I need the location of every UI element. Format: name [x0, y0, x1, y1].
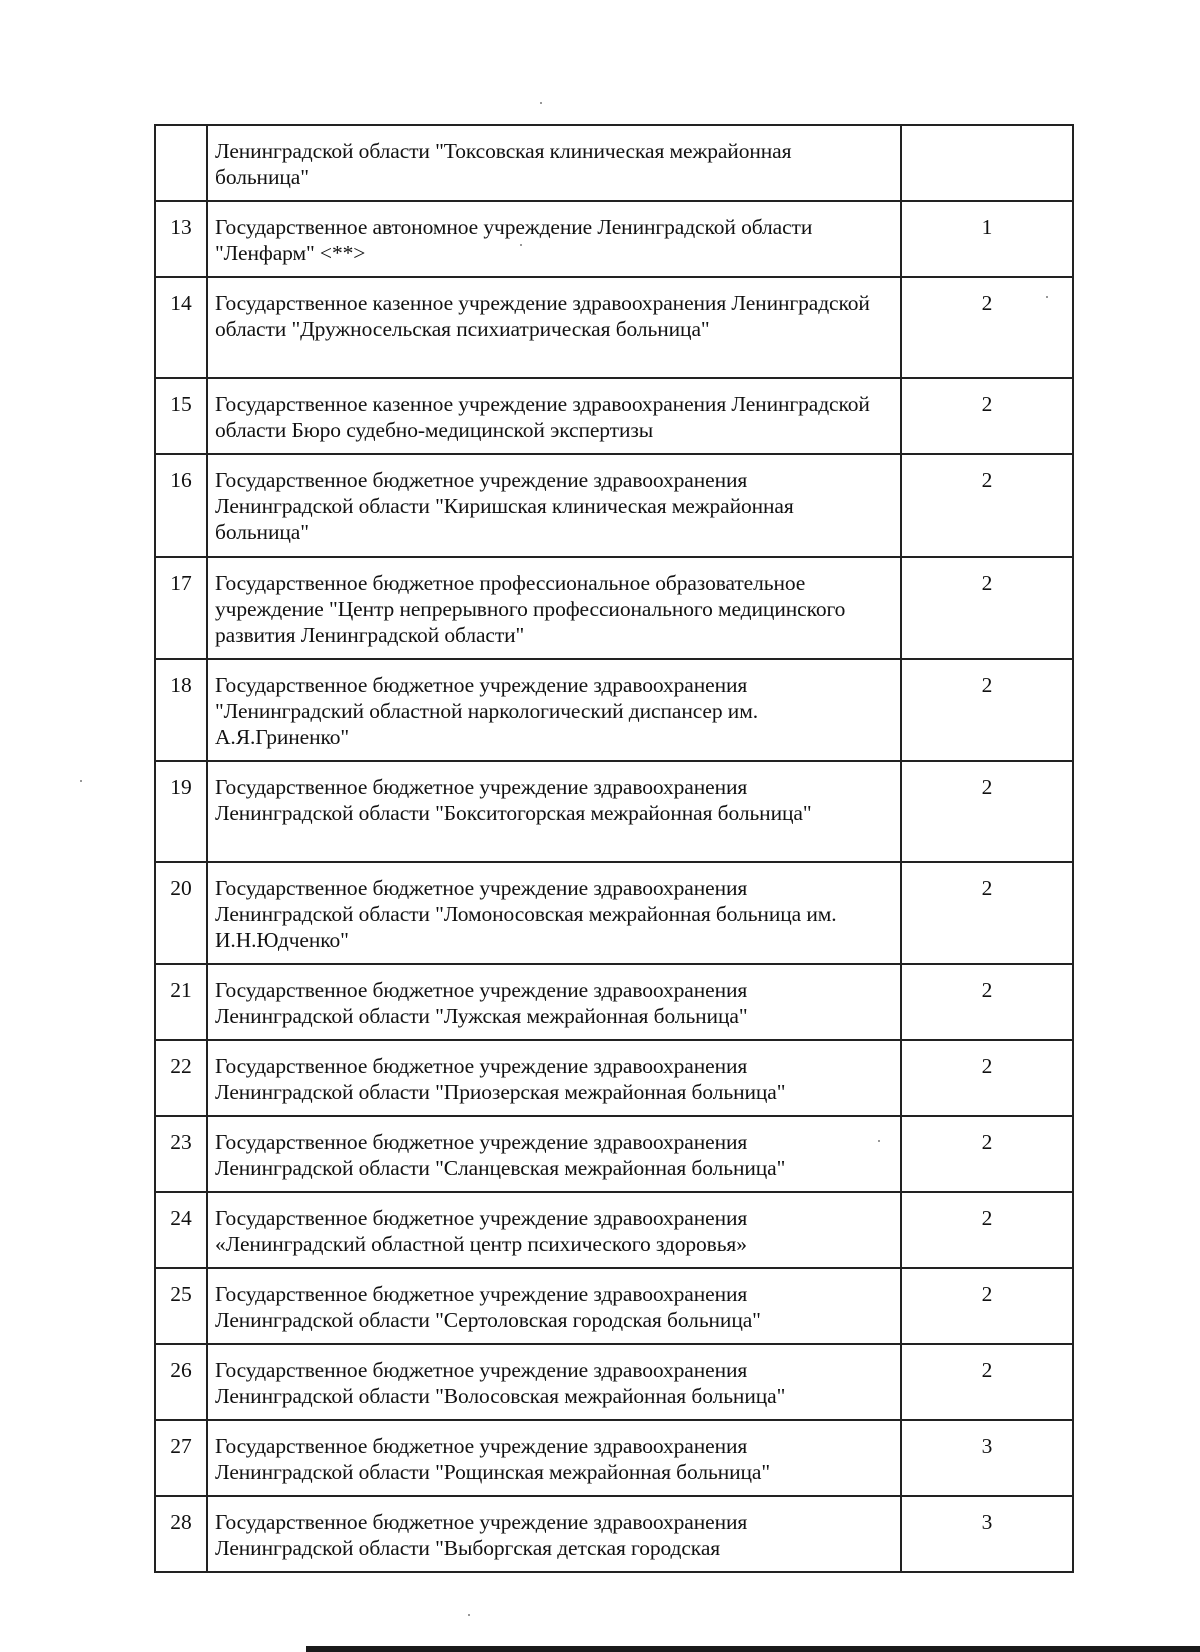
row-number: 14 [155, 277, 207, 378]
table-row [155, 557, 1073, 659]
table-row [155, 1268, 1073, 1344]
table-row [155, 1496, 1073, 1572]
institution-name: Государственное бюджетное учреждение здравоохранения Ленинградской области "Сертоловская городская больница" [207, 1268, 901, 1344]
institution-name: Государственное бюджетное учреждение здравоохранения Ленинградской области "Приозерская межрайонная больница" [207, 1040, 901, 1116]
row-number: 28 [155, 1496, 207, 1572]
category-value: 2 [901, 862, 1073, 964]
row-number: 27 [155, 1420, 207, 1496]
row-number: 21 [155, 964, 207, 1040]
institution-name: Государственное бюджетное учреждение здравоохранения Ленинградской области "Сланцевская межрайонная больница" [207, 1116, 901, 1192]
table-row [155, 1344, 1073, 1420]
row-number: 23 [155, 1116, 207, 1192]
table-row [155, 761, 1073, 862]
row-number: 26 [155, 1344, 207, 1420]
category-value: 2 [901, 378, 1073, 454]
category-value: 2 [901, 1116, 1073, 1192]
institution-name: Государственное автономное учреждение Ленинградской области "Ленфарм" <**> [207, 201, 901, 277]
table-row [155, 378, 1073, 454]
row-number: 15 [155, 378, 207, 454]
row-number: 16 [155, 454, 207, 557]
row-number: 22 [155, 1040, 207, 1116]
table-row [155, 1040, 1073, 1116]
table-row [155, 659, 1073, 761]
scan-speck [1046, 296, 1048, 298]
institution-name: Государственное казенное учреждение здравоохранения Ленинградской области "Дружносельская психиатрическая больница" [207, 277, 901, 378]
institution-name: Ленинградской области "Токсовская клиническая межрайонная больница" [207, 125, 901, 201]
table-row [155, 125, 1073, 201]
institution-name: Государственное бюджетное профессиональное образовательное учреждение "Центр непрерывного профессионального медицинского развития Ленинградской области" [207, 557, 901, 659]
row-number [155, 125, 207, 201]
table-row [155, 201, 1073, 277]
institution-name: Государственное казенное учреждение здравоохранения Ленинградской области Бюро судебно-медицинской экспертизы [207, 378, 901, 454]
table-row [155, 862, 1073, 964]
row-number: 18 [155, 659, 207, 761]
row-number: 20 [155, 862, 207, 964]
institution-name: Государственное бюджетное учреждение здравоохранения Ленинградской области "Киришская клиническая межрайонная больница" [207, 454, 901, 557]
institution-name: Государственное бюджетное учреждение здравоохранения Ленинградской области "Лужская межрайонная больница" [207, 964, 901, 1040]
category-value: 2 [901, 964, 1073, 1040]
table-row [155, 964, 1073, 1040]
category-value: 1 [901, 201, 1073, 277]
institution-name: Государственное бюджетное учреждение здравоохранения Ленинградской области "Рощинская межрайонная больница" [207, 1420, 901, 1496]
table-row [155, 277, 1073, 378]
scan-speck [468, 1614, 470, 1616]
category-value: 2 [901, 1040, 1073, 1116]
table-body [155, 125, 1073, 1572]
institution-name: Государственное бюджетное учреждение здравоохранения "Ленинградский областной наркологический диспансер им. А.Я.Гриненко" [207, 659, 901, 761]
category-value: 3 [901, 1420, 1073, 1496]
institution-name: Государственное бюджетное учреждение здравоохранения Ленинградской области "Бокситогорская межрайонная больница" [207, 761, 901, 862]
row-number: 25 [155, 1268, 207, 1344]
row-number: 17 [155, 557, 207, 659]
institutions-table [154, 124, 1074, 1573]
category-value: 2 [901, 454, 1073, 557]
bottom-edge-bar [306, 1646, 1200, 1652]
table-row [155, 1192, 1073, 1268]
row-number: 13 [155, 201, 207, 277]
category-value: 2 [901, 761, 1073, 862]
category-value: 2 [901, 557, 1073, 659]
scan-speck [878, 1140, 880, 1142]
category-value: 2 [901, 1344, 1073, 1420]
category-value: 2 [901, 1268, 1073, 1344]
scan-speck [80, 780, 82, 782]
category-value: 3 [901, 1496, 1073, 1572]
table-row [155, 1420, 1073, 1496]
row-number: 19 [155, 761, 207, 862]
institution-name: Государственное бюджетное учреждение здравоохранения Ленинградской области "Ломоносовская межрайонная больница им. И.Н.Юдченко" [207, 862, 901, 964]
category-value: 2 [901, 1192, 1073, 1268]
row-number: 24 [155, 1192, 207, 1268]
category-value [901, 125, 1073, 201]
table-row [155, 1116, 1073, 1192]
scan-speck [520, 244, 522, 246]
table-row [155, 454, 1073, 557]
category-value: 2 [901, 277, 1073, 378]
scan-speck [540, 102, 542, 104]
institution-name: Государственное бюджетное учреждение здравоохранения Ленинградской области "Выборгская детская городская [207, 1496, 901, 1572]
institution-name: Государственное бюджетное учреждение здравоохранения «Ленинградский областной центр психического здоровья» [207, 1192, 901, 1268]
institution-name: Государственное бюджетное учреждение здравоохранения Ленинградской области "Волосовская межрайонная больница" [207, 1344, 901, 1420]
category-value: 2 [901, 659, 1073, 761]
